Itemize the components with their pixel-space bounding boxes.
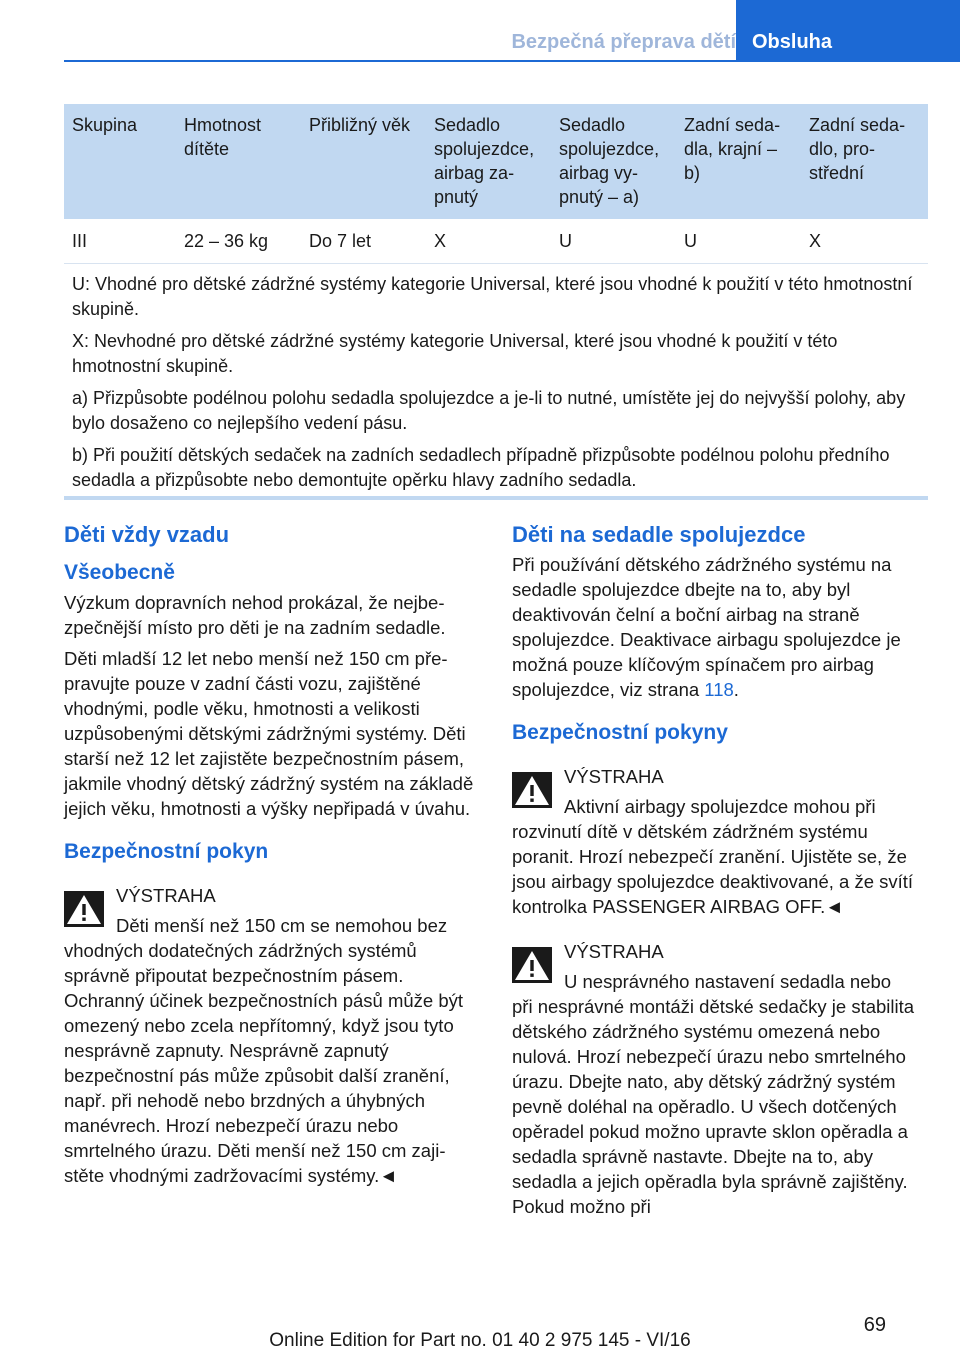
warning-text: [512, 969, 927, 1219]
table-header-cell: Zadní sedadlo, prostřední: [801, 104, 928, 219]
warning-triangle-icon: [512, 947, 552, 983]
subheading-general: Všeobecně: [64, 561, 175, 584]
table-row: [64, 219, 928, 264]
table-notes-row: [64, 264, 928, 501]
warning-title: VÝSTRAHA: [116, 885, 216, 906]
right-column: [512, 518, 927, 1219]
warning-title: VÝSTRAHA: [564, 941, 664, 962]
warning-text-rest: vhodných dodatečných zádržných systémů správně připoutat bezpečnostním pásem. Ochranný účinek bezpečnostních pásů může být omezený nebo zcela nepřítomný, když jsou tyto nesprávně zapnuty. Nesprávně zapnutý bezpečnostní pás může způsobit další zranění, např. při nehodě nebo brzdných a úhybných manévrech. Hrozí nebezpečí úrazu nebo smrtelného úrazu. Děti menší než 150 cm zajistěte vhodnými zadržovacími systémy.◄: [64, 940, 464, 1186]
table-header-cell: Skupina: [64, 104, 176, 219]
warning-text: [512, 794, 927, 919]
table-bottom-rule: [64, 496, 928, 500]
page-header: [0, 0, 960, 62]
paragraph: Výzkum dopravních nehod prokázal, že nejbezpečnější místo pro děti je na zadním sedadle.: [64, 592, 446, 638]
chapter-tab[interactable]: Obsluha: [736, 0, 960, 62]
table-header-cell: Sedadlo spolujezdce, airbag vypnutý – a): [551, 104, 676, 219]
left-column: [64, 518, 479, 1188]
warning-text-first: Aktivní airbagy spolujezdce mohou při: [564, 796, 876, 817]
table-cell: X: [426, 219, 551, 264]
page-reference-link[interactable]: 118: [704, 679, 734, 700]
table-header-cell: Sedadlo spolujezdce, airbag zapnutý: [426, 104, 551, 219]
paragraph: [512, 552, 927, 702]
child-seat-table: [64, 104, 928, 500]
note-b: b) Při použití dětských sedaček na zadních sedadlech případně přizpůsobte podélnou polohu předního sedadla a přizpůsobte nebo demontujte opěrku hlavy zadního sedadla.: [72, 445, 890, 490]
warning-text-rest: při nesprávné montáži dětské sedačky je stabilita dětského zádržného systému omezená nebo nulová. Hrozí nebezpečí úrazu nebo smrtelného úrazu. Dbejte nato, aby dětský zádržný systém pevně doléhal na opěradlo. U všech dotčených opěradel pokud možno upravte sklon opěradla a sedadla správně nastavte. Dbejte na to, aby sedadla a jejich opěradla byla správně zajištěny. Pokud možno při: [512, 996, 915, 1217]
section-heading: Děti na sedadle spolujezdce: [512, 522, 806, 547]
edition-footer: Online Edition for Part no. 01 40 2 975 145 - VI/16: [269, 1330, 691, 1351]
table-cell: U: [676, 219, 801, 264]
warning-triangle-icon: [64, 891, 104, 927]
paragraph-text: Při používání dětského zádržného systému na sedadle spolujezdce dbejte na to, aby byl deaktivován čelní a boční airbag na straně spolujezdce. Deaktivace airbagu spolujezdce je možná pouze klíčovým spínačem pro airbag spolujezdce, viz strana: [512, 554, 901, 700]
warning-title: VÝSTRAHA: [564, 766, 664, 787]
note-u: U: Vhodné pro dětské zádržné systémy kategorie Universal, které jsou vhodné k použití v této hmotnostní skupině.: [72, 274, 913, 319]
subheading-safety: Bezpečnostní pokyn: [64, 840, 269, 863]
warning-triangle-icon: [512, 772, 552, 808]
note-x: X: Nevhodné pro dětské zádržné systémy kategorie Universal, které jsou vhodné k použití v této hmotnostní skupině.: [72, 331, 838, 376]
warning-block: [512, 760, 927, 919]
warning-text-first: U nesprávného nastavení sedadla nebo: [564, 971, 892, 992]
table-header-row: [64, 104, 928, 219]
table-cell: U: [551, 219, 676, 264]
paragraph: Děti mladší 12 let nebo menší než 150 cm přepravujte pouze v zadní části vozu, zajištěné vhodnými, podle věku, hmotnosti a velikosti uzpůsobenými dětskými zádržnými systémy. Děti starší než 12 let zajistěte bezpečnostním pásem, jakmile vhodný dětský zádržný systém na základě jejich věku, hmotnosti a výšky nepřipadá v úvahu.: [64, 648, 474, 819]
table-cell: 22 – 36 kg: [176, 219, 301, 264]
section-title: Bezpečná přeprava dětí: [511, 31, 736, 53]
paragraph-end: .: [733, 679, 739, 700]
table-header-cell: Přibližný věk: [301, 104, 426, 219]
warning-text-rest: rozvinutí dítě v dětském zádržném systému poranit. Hrozí nebezpečí zranění. Ujistěte se, že jsou airbagy spolujezdce deaktivované, a že svítí kontrolka PASSENGER AIRBAG OFF.◄: [512, 821, 914, 917]
table-cell: Do 7 let: [301, 219, 426, 264]
header-rule: [64, 60, 928, 62]
table-header-cell: Hmotnost dítěte: [176, 104, 301, 219]
table-cell: III: [64, 219, 176, 264]
section-heading: Děti vždy vzadu: [64, 522, 230, 547]
warning-text: [64, 913, 479, 1188]
warning-block: [512, 935, 927, 1219]
warning-text-first: Děti menší než 150 cm se nemohou bez: [116, 915, 448, 936]
table-header-cell: Zadní sedadla, krajní – b): [676, 104, 801, 219]
page-number: 69: [863, 1314, 886, 1336]
note-a: a) Přizpůsobte podélnou polohu sedadla spolujezdce a je-li to nutné, umístěte jej do nejvyšší polohy, aby bylo dosaženo co nejlepšího vedení pásu.: [72, 388, 906, 433]
warning-block: [64, 879, 479, 1188]
table-notes: [64, 264, 928, 501]
subheading-safety: Bezpečnostní pokyny: [512, 721, 728, 744]
table-cell: X: [801, 219, 928, 264]
